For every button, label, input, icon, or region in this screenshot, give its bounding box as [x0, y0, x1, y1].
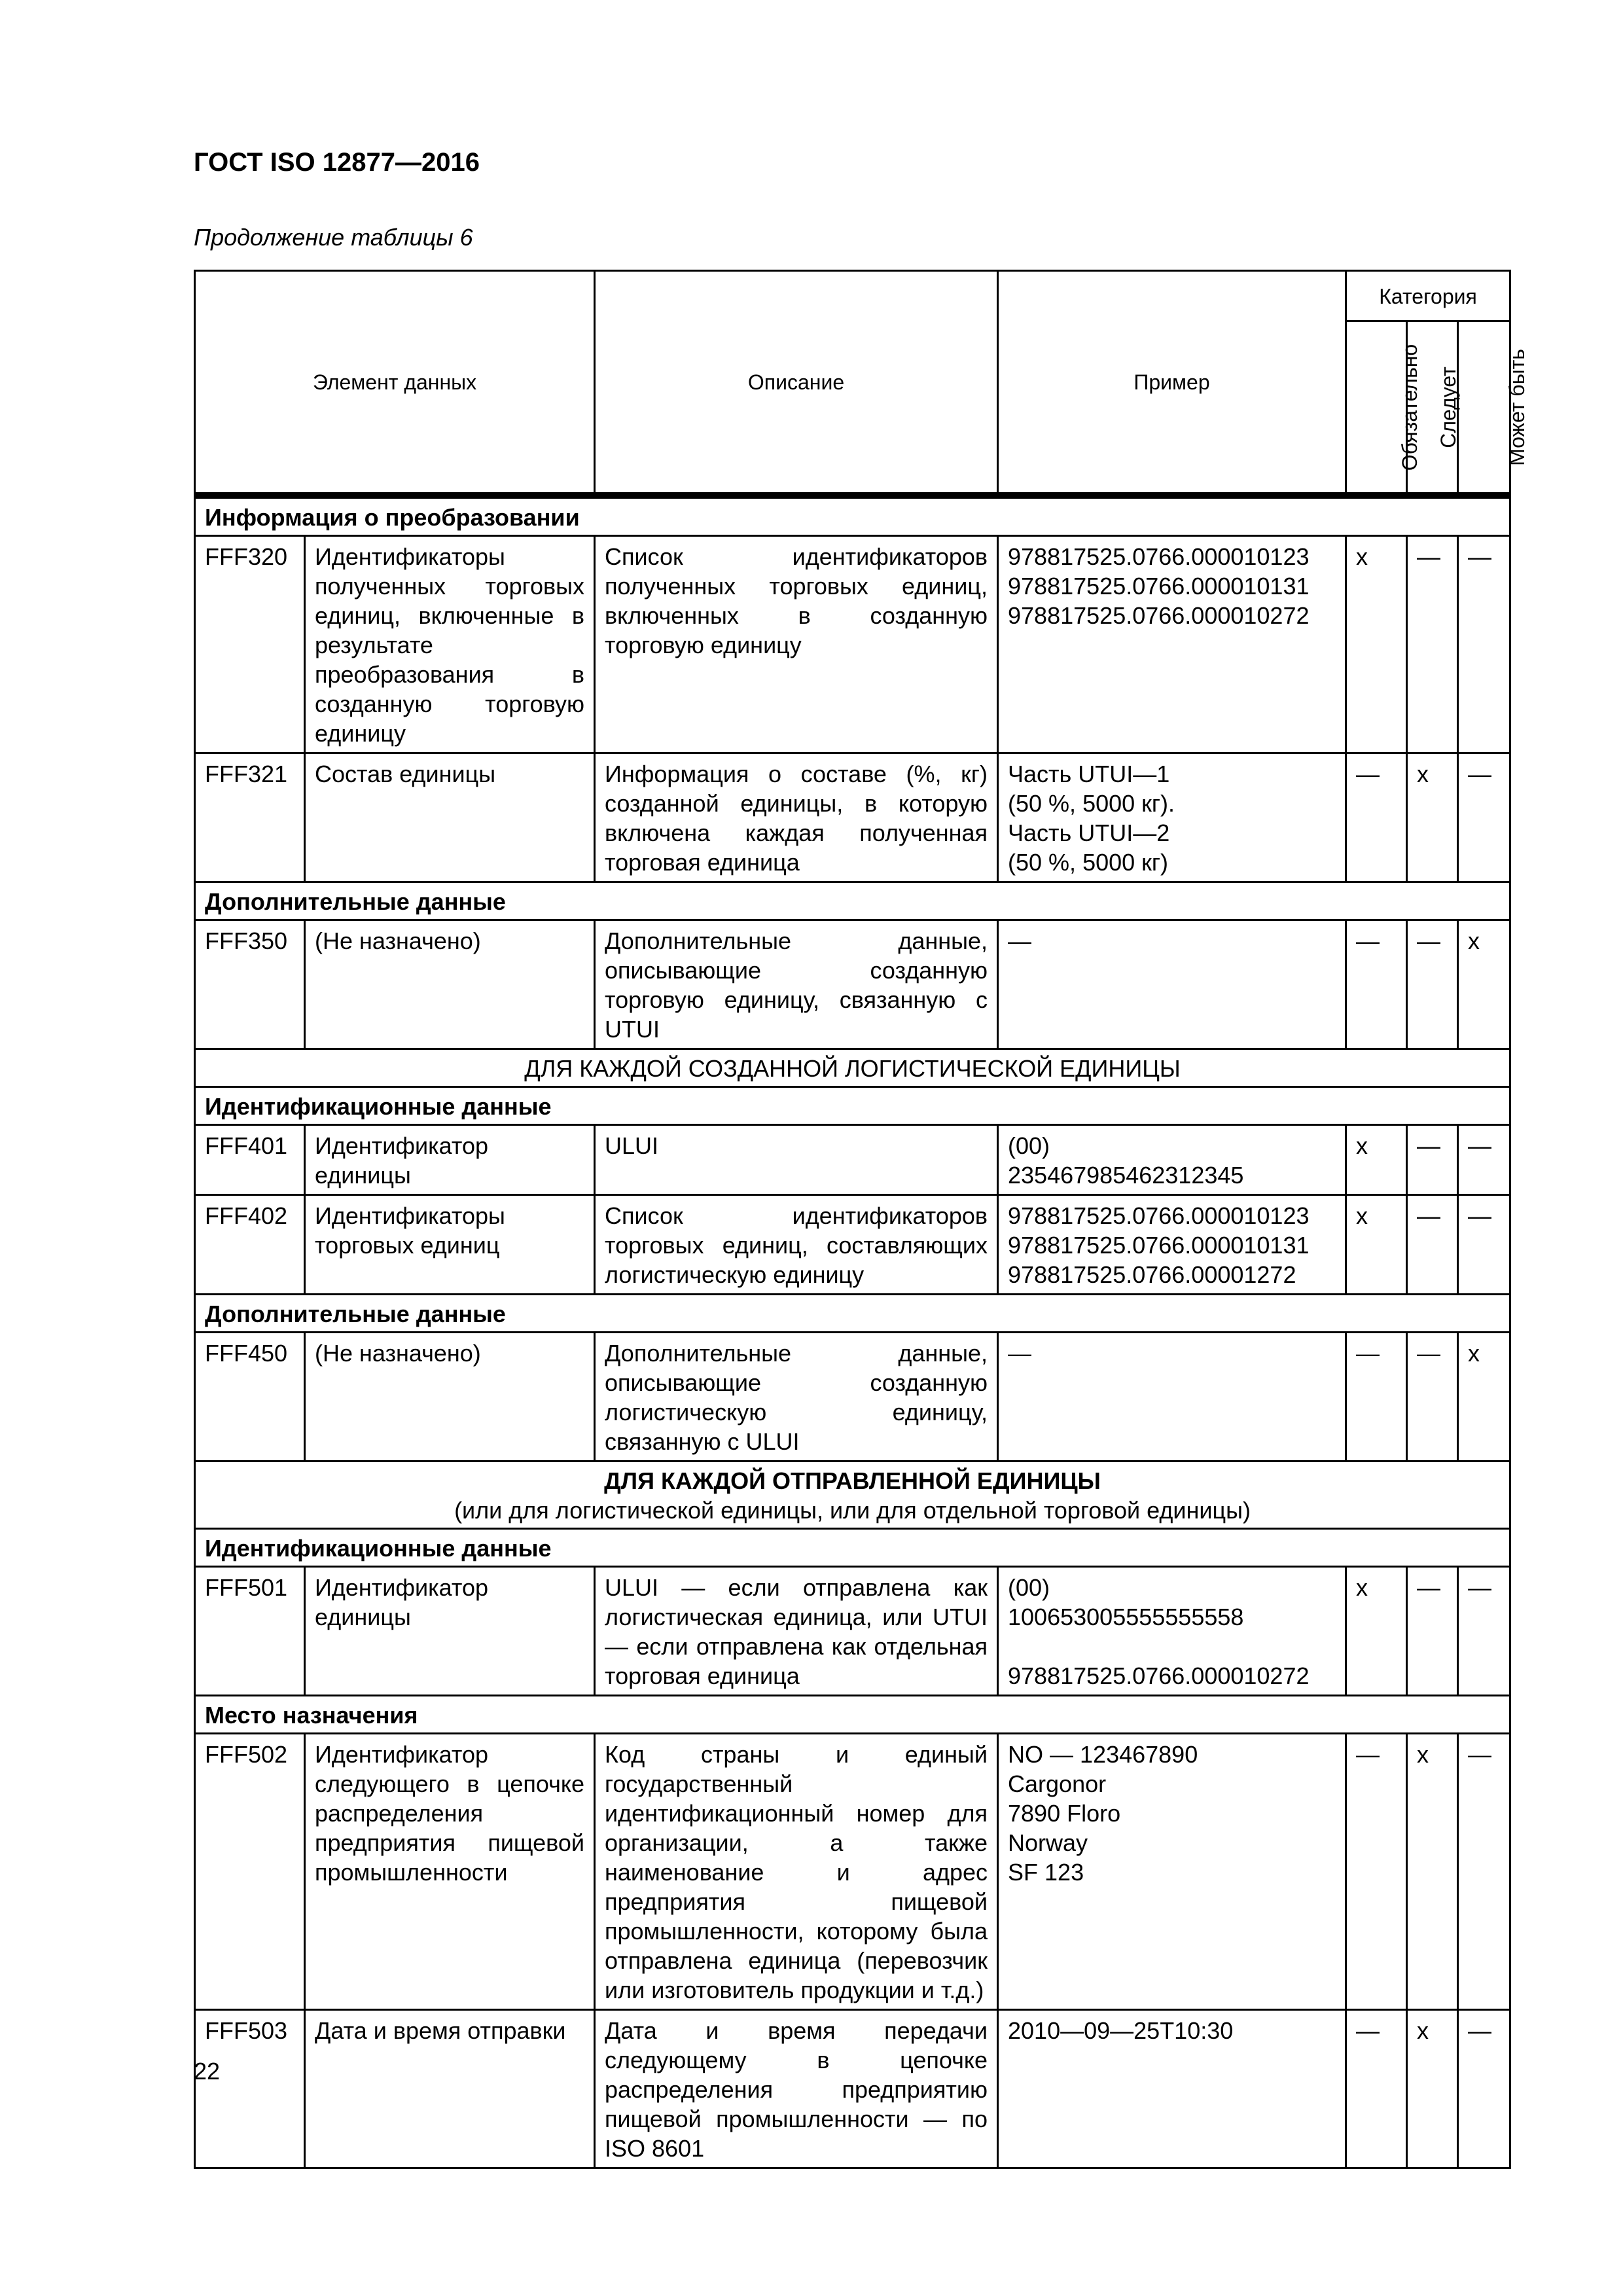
row-example: 2010—09—25T10:30 [998, 2010, 1346, 2168]
row-code: FFF502 [195, 1734, 305, 2010]
table-row [195, 2010, 1510, 2168]
section-title: Дополнительные данные [195, 1295, 1510, 1333]
row-element: (Не назначено) [305, 920, 595, 1049]
row-code: FFF503 [195, 2010, 305, 2168]
row-element: (Не назначено) [305, 1333, 595, 1462]
row-example: — [998, 920, 1346, 1049]
row-mandatory: — [1346, 1333, 1407, 1462]
row-description: ULUI — если отправлена как логистическая единица, или UTUI — если отправлена как отдельная торговая единица [595, 1567, 998, 1696]
row-element: Идентификатор следующего в цепочке распределения предприятия пищевой промышленности [305, 1734, 595, 2010]
row-may: — [1458, 753, 1510, 882]
section-row [195, 882, 1510, 920]
row-mandatory: — [1346, 2010, 1407, 2168]
row-description: Код страны и единый государственный идентификационный номер для организации, а также наименование и адрес предприятия пищевой промышленности, которому была отправлена единица (перевозчик или изготовитель продукции и т.д.) [595, 1734, 998, 2010]
document-id: ГОСТ ISO 12877—2016 [194, 148, 480, 177]
row-mandatory: x [1346, 1567, 1407, 1696]
row-example: NO — 123467890 Cargonor 7890 Floro Norway SF 123 [998, 1734, 1346, 2010]
major-section-row [195, 1462, 1510, 1529]
row-code: FFF402 [195, 1195, 305, 1295]
page-number: 22 [194, 2058, 221, 2085]
row-should: — [1407, 920, 1458, 1049]
row-mandatory: x [1346, 1125, 1407, 1195]
table-row [195, 1734, 1510, 2010]
section-row [195, 1087, 1510, 1125]
section-title: Дополнительные данные [195, 882, 1510, 920]
row-description: Список идентификаторов торговых единиц, составляющих логистическую единицу [595, 1195, 998, 1295]
row-mandatory: — [1346, 1734, 1407, 2010]
major-section-cell [195, 1462, 1510, 1529]
header-element: Элемент данных [195, 271, 595, 493]
row-description: Дата и время передачи следующему в цепочке распределения предприятию пищевой промышленности — по ISO 8601 [595, 2010, 998, 2168]
row-code: FFF450 [195, 1333, 305, 1462]
row-should: x [1407, 2010, 1458, 2168]
row-element: Идентификатор единицы [305, 1567, 595, 1696]
row-mandatory: x [1346, 536, 1407, 753]
major-section-title: ДЛЯ КАЖДОЙ ОТПРАВЛЕННОЙ ЕДИНИЦЫ [604, 1467, 1101, 1494]
row-description: Дополнительные данные, описывающие созданную торговую единицу, связанную с UTUI [595, 920, 998, 1049]
section-row [195, 1529, 1510, 1567]
header-category: Категория [1346, 271, 1510, 321]
row-example: (00) 235467985462312345 [998, 1125, 1346, 1195]
header-example: Пример [998, 271, 1346, 493]
row-may: — [1458, 1734, 1510, 2010]
table-caption: Продолжение таблицы 6 [194, 224, 473, 251]
header-mandatory [1346, 321, 1422, 493]
row-code: FFF501 [195, 1567, 305, 1696]
row-may: — [1458, 2010, 1510, 2168]
table-row [195, 536, 1510, 753]
table-row [195, 753, 1510, 882]
row-element: Дата и время отправки [305, 2010, 595, 2168]
row-should: — [1407, 536, 1458, 753]
section-title: Информация о преобразовании [195, 497, 1510, 536]
section-title: Место назначения [195, 1696, 1510, 1734]
table-row [195, 1333, 1510, 1462]
row-example: Часть UTUI—1 (50 %, 5000 кг). Часть UTUI—2 (50 %, 5000 кг) [998, 753, 1346, 882]
section-row [195, 497, 1510, 536]
data-elements-table [194, 270, 1529, 2169]
row-example: (00) 100653005555555558 978817525.0766.000010272 [998, 1567, 1346, 1696]
row-may: — [1458, 1125, 1510, 1195]
header-description: Описание [595, 271, 998, 493]
row-should: — [1407, 1567, 1458, 1696]
header-mandatory-label: Обязательно [1398, 344, 1422, 471]
row-should: x [1407, 753, 1458, 882]
row-mandatory: — [1346, 753, 1407, 882]
header-should-label: Следует [1436, 366, 1460, 448]
row-example: 978817525.0766.000010123 978817525.0766.000010131 978817525.0766.000010272 [998, 536, 1346, 753]
major-section-title: ДЛЯ КАЖДОЙ СОЗДАННОЙ ЛОГИСТИЧЕСКОЙ ЕДИНИЦЫ [195, 1049, 1510, 1087]
row-should: — [1407, 1195, 1458, 1295]
row-element: Идентификаторы торговых единиц [305, 1195, 595, 1295]
row-code: FFF350 [195, 920, 305, 1049]
row-should: x [1407, 1734, 1458, 2010]
row-element: Состав единицы [305, 753, 595, 882]
table-row [195, 1195, 1510, 1295]
row-code: FFF401 [195, 1125, 305, 1195]
row-element: Идентификатор единицы [305, 1125, 595, 1195]
row-description: ULUI [595, 1125, 998, 1195]
row-example: — [998, 1333, 1346, 1462]
table-row [195, 920, 1510, 1049]
table-row [195, 1567, 1510, 1696]
header-may [1458, 321, 1529, 493]
section-title: Идентификационные данные [195, 1087, 1510, 1125]
row-may: x [1458, 1333, 1510, 1462]
row-code: FFF320 [195, 536, 305, 753]
row-description: Список идентификаторов полученных торговых единиц, включенных в созданную торговую единицу [595, 536, 998, 753]
row-may: — [1458, 1567, 1510, 1696]
section-row [195, 1295, 1510, 1333]
row-example: 978817525.0766.000010123 978817525.0766.000010131 978817525.0766.00001272 [998, 1195, 1346, 1295]
major-section-row [195, 1049, 1510, 1087]
header-may-label: Может быть [1505, 348, 1529, 466]
row-may: x [1458, 920, 1510, 1049]
row-mandatory: x [1346, 1195, 1407, 1295]
row-description: Дополнительные данные, описывающие созданную логистическую единицу, связанную с ULUI [595, 1333, 998, 1462]
major-section-subtitle: (или для логистической единицы, или для отдельной торговой единицы) [454, 1497, 1251, 1524]
row-code: FFF321 [195, 753, 305, 882]
table-row [195, 1125, 1510, 1195]
section-title: Идентификационные данные [195, 1529, 1510, 1567]
section-row [195, 1696, 1510, 1734]
row-may: — [1458, 536, 1510, 753]
row-should: — [1407, 1333, 1458, 1462]
row-description: Информация о составе (%, кг) созданной единицы, в которую включена каждая полученная торговая единица [595, 753, 998, 882]
row-mandatory: — [1346, 920, 1407, 1049]
row-may: — [1458, 1195, 1510, 1295]
row-should: — [1407, 1125, 1458, 1195]
row-element: Идентификаторы полученных торговых единиц, включенные в результате преобразования в созданную торговую единицу [305, 536, 595, 753]
